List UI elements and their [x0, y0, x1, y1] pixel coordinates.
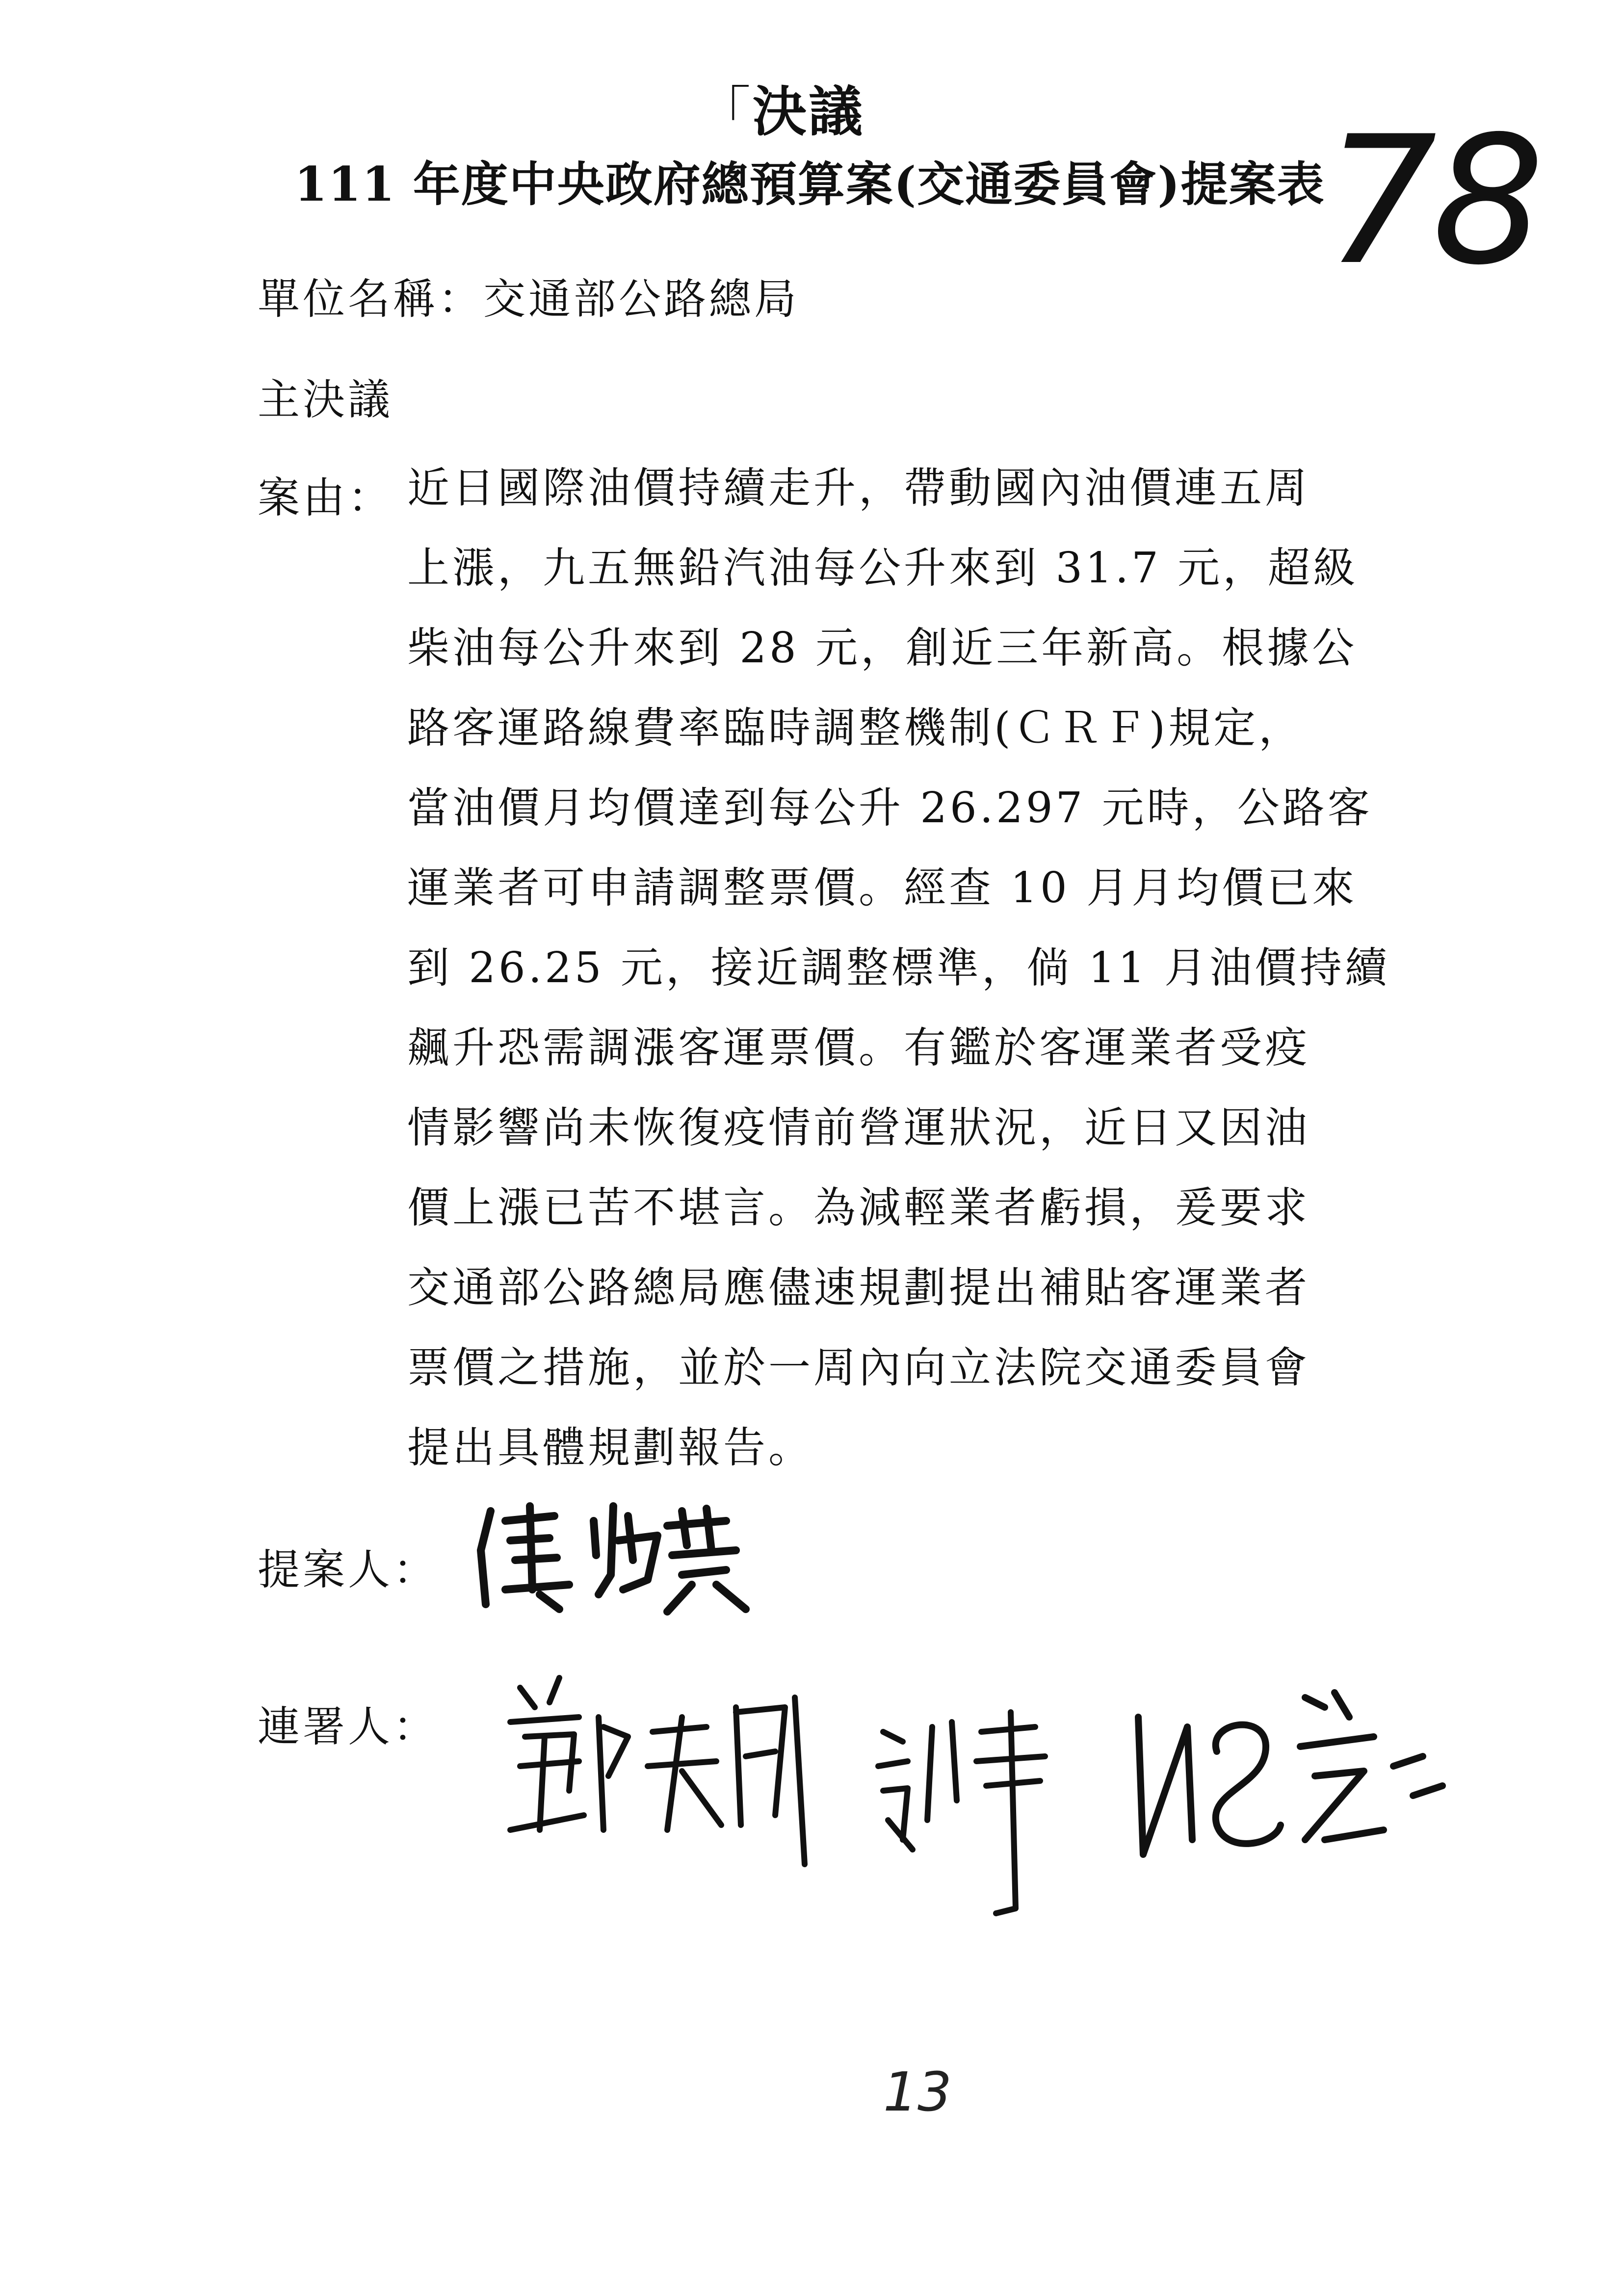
stamp-text: 決議 [753, 80, 864, 143]
cosigner-signature-2 [873, 1702, 1089, 1928]
reason-line: 運業者可申請調整票價。經查 10 月月均價已來 [407, 863, 1358, 913]
stamp-bracket: 「 [697, 80, 753, 143]
cosigner-signature-3 [1119, 1678, 1482, 1884]
reason-line: 交通部公路總局應儘速規劃提出補貼客運業者 [407, 1263, 1310, 1312]
decision-stamp [697, 69, 864, 146]
handwritten-number: 78 [1325, 98, 1540, 304]
unit-name-line: 單位名稱：交通部公路總局 [258, 275, 799, 324]
reason-line: 柴油每公升來到 28 元，創近三年新高。根據公 [407, 624, 1358, 673]
reason-line: 票價之措施，並於一周內向立法院交通委員會 [407, 1343, 1310, 1392]
cosigner-label: 連署人： [258, 1702, 438, 1751]
reason-line: 當油價月均價達到每公升 26.297 元時，公路客 [407, 783, 1373, 833]
reason-line: 提出具體規劃報告。 [407, 1423, 813, 1472]
reason-line: 路客運路線費率臨時調整機制(ＣＲＦ)規定， [407, 704, 1304, 753]
reason-line: 到 26.25 元，接近調整標準，倘 11 月油價持續 [407, 943, 1390, 992]
document-title: 111 年度中央政府總預算案(交通委員會)提案表 [294, 157, 1325, 212]
reason-line: 情影響尚未恢復疫情前營運狀況，近日又因油 [407, 1103, 1310, 1152]
reason-label: 案由： [258, 473, 393, 522]
reason-body [407, 464, 1398, 1503]
proposer-signature [471, 1491, 824, 1619]
cosigner-signature-1 [491, 1668, 824, 1874]
reason-line: 上漲，九五無鉛汽油每公升來到 31.7 元，超級 [407, 544, 1359, 593]
reason-line: 近日國際油價持續走升，帶動國內油價連五周 [407, 464, 1310, 513]
reason-line: 飆升恐需調漲客運票價。有鑑於客運業者受疫 [407, 1023, 1310, 1072]
proposer-label: 提案人： [258, 1545, 438, 1594]
page-number-mark: 13 [883, 2061, 952, 2123]
reason-line: 價上漲已苦不堪言。為減輕業者虧損，爰要求 [407, 1183, 1310, 1232]
main-resolution-heading: 主決議 [258, 375, 393, 424]
